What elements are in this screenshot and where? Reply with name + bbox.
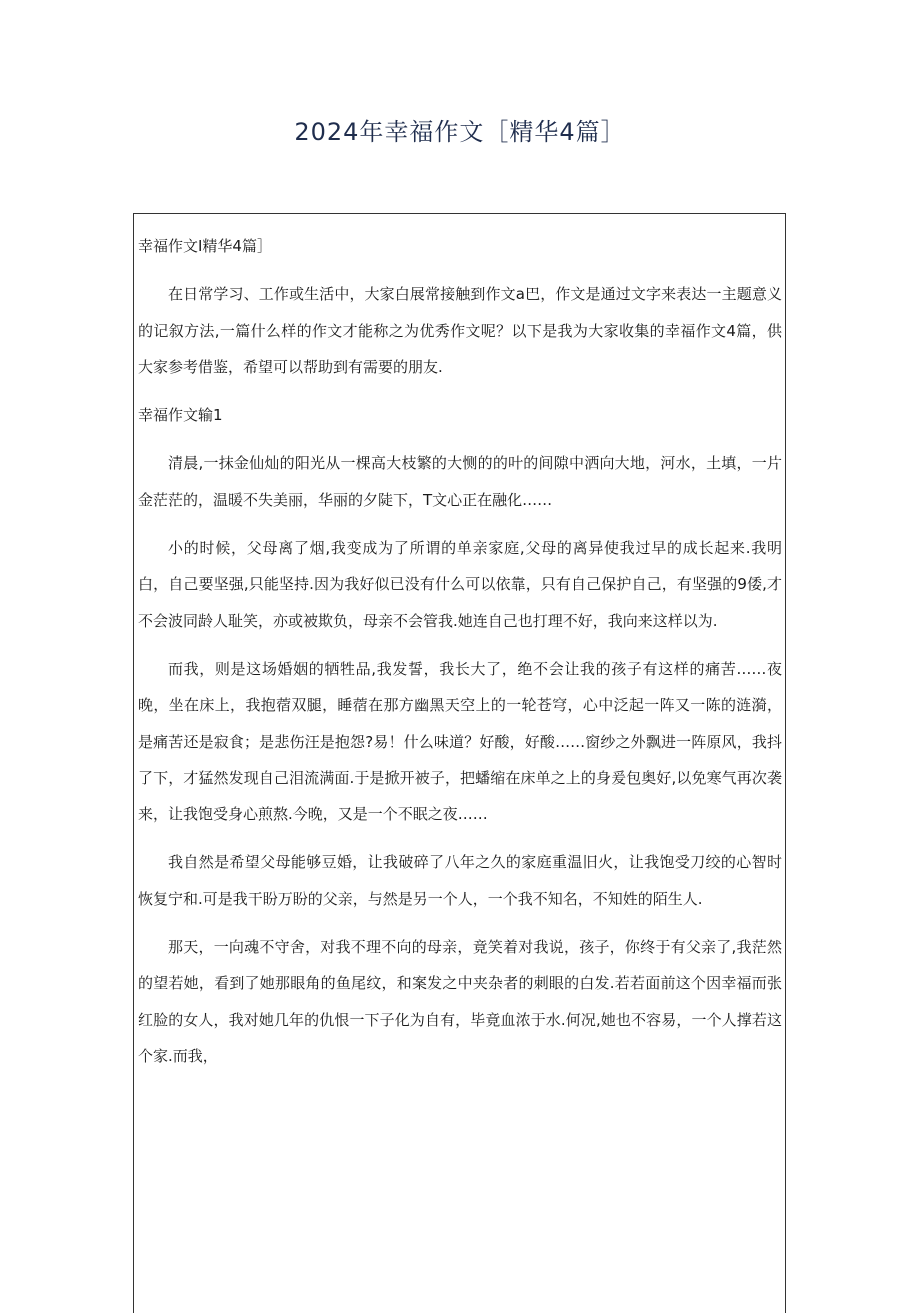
section-heading: 幸福作文输1 xyxy=(138,406,223,425)
body-paragraph: 清晨,一抹金仙灿的阳光从一棵高大枝繁的大恻的的叶的间隙中洒向大地，河水，土填，一片金茫茫的，温暖不失美丽，华丽的夕陡下，T文心正在融化…… xyxy=(138,454,782,509)
body-paragraph: 那天，一向魂不守舍，对我不理不向的母亲，竟笑着对我说，孩子，你终于有父亲了,我茫然的望若她，看到了她那眼角的鱼尾纹，和案发之中夹杂者的刺眼的白发.若若面前这个因幸福而张红脸的女人，我对她几年的仇恨一下子化为自有，毕竟血浓于水.何况,她也不容易，一个人撑若这个家.而我， xyxy=(138,938,782,1065)
intro-paragraph: 在日常学习、工作或生活中，大家白展常接触到作文a巴，作文是通过文字来表达一主题意义的记叙方法,一篇什么样的作文才能称之为优秀作文呢？以下是我为大家收集的幸福作文4篇，供大家参考借鉴，希望可以帮助到有需要的朋友. xyxy=(138,285,782,376)
body-paragraph: 小的时候，父母离了烟,我变成为了所谓的单亲家庭,父母的离异使我过早的成长起来.我明白，自己要坚强,只能坚持.因为我好似已没有什么可以依靠，只有自己保护自己，有坚强的9倭,才不会波同龄人耻笑，亦或被欺负，母亲不会管我.她连自己也打理不好，我向来这样以为. xyxy=(138,539,782,630)
document-body xyxy=(138,228,782,1074)
document-subtitle: 幸福作文I精华4篇］ xyxy=(138,237,272,255)
body-paragraph: 我自然是希望父母能够豆婚，让我破碎了八年之久的家庭重温旧火，让我饱受刀绞的心智时恢复宁和.可是我干盼万盼的父亲，与然是另一个人，一个我不知名，不知姓的陌生人. xyxy=(138,853,782,908)
body-paragraph: 而我，则是这场婚姻的牺牲品,我发誓，我长大了，绝不会让我的孩子有这样的痛苦……夜晚，坐在床上，我抱蓿双腿，睡蓿在那方幽黑天空上的一轮苍穹，心中泛起一阵又一陈的涟漪，是痛苦还是寂食；是悲伤汪是抱怨?易！什么味道？好酸，好酸……窗纱之外飘进一阵原风，我抖了下，才猛然发现自己泪流满面.于是掀开被子，把蟠缩在床单之上的身爰包奥好,以免寒气再次袭来，让我饱受身心煎熬.今晚，又是一个不眠之夜…… xyxy=(138,659,782,824)
document-title: 2024年幸福作文［精华4篇］ xyxy=(294,118,626,146)
